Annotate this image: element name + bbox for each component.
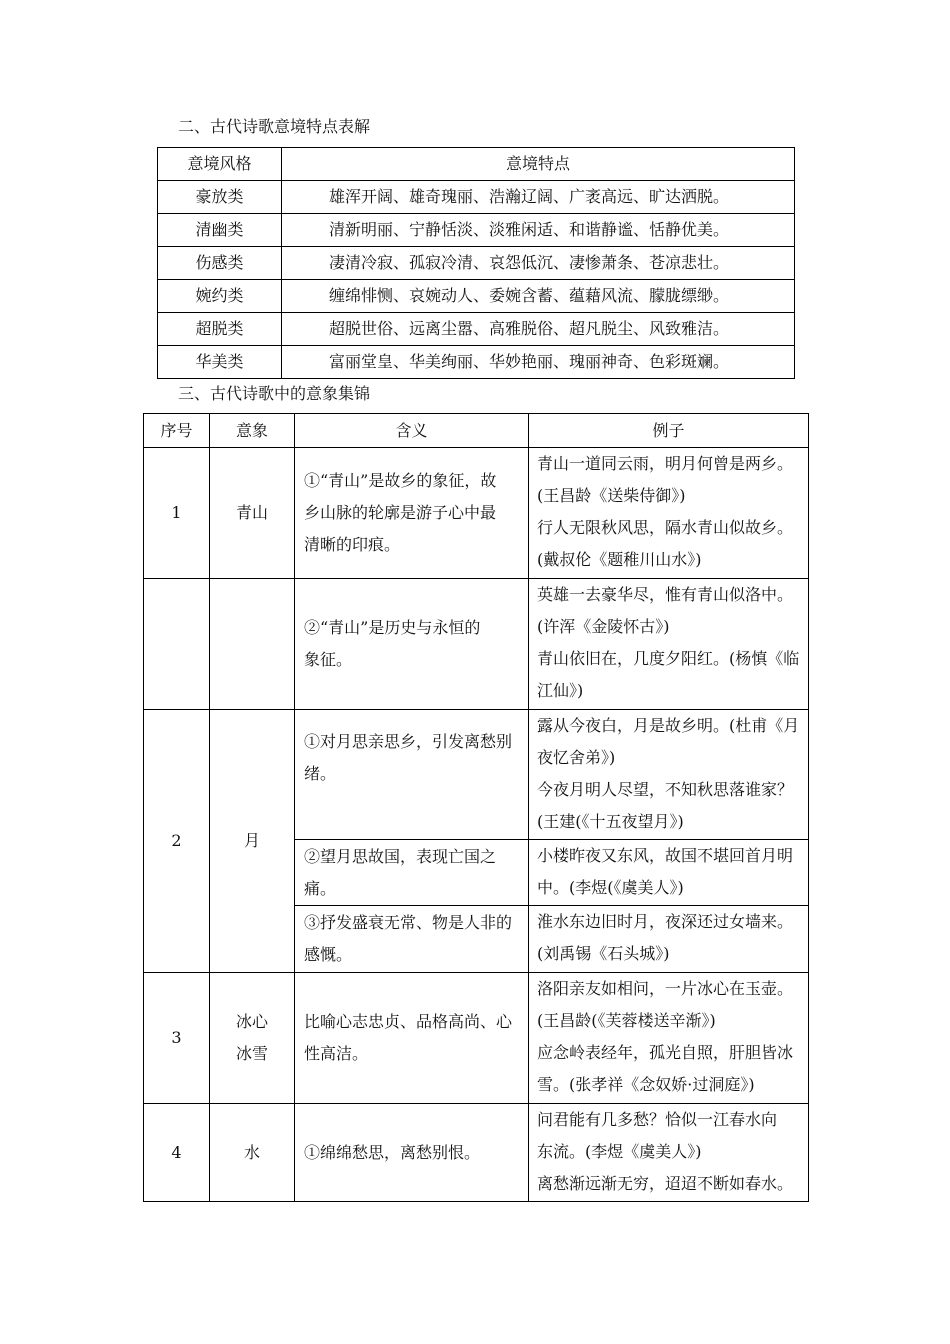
header-style: 意境风格 [158, 148, 282, 181]
header-example: 例子 [529, 414, 809, 448]
meaning-line: 感慨。 [304, 945, 353, 964]
meaning-line: 清晰的印痕。 [304, 535, 401, 554]
example-line: (王昌龄《送柴侍御》) [537, 486, 686, 505]
example-line: 江仙》) [537, 681, 584, 700]
example-line: (王昌龄(《芙蓉楼送辛渐》) [537, 1011, 716, 1030]
image-name: 水 [210, 1104, 295, 1202]
example-line: (王建(《十五夜望月》) [537, 812, 684, 831]
image-name-line: 冰雪 [235, 1044, 268, 1063]
example-cell [529, 840, 809, 906]
row-number: 1 [144, 448, 210, 579]
row-number: 2 [144, 710, 210, 973]
example-cell [529, 973, 809, 1104]
header-num: 序号 [144, 414, 210, 448]
meaning-cell [295, 906, 529, 973]
table-row [158, 313, 795, 346]
header-image: 意象 [210, 414, 295, 448]
image-name [210, 579, 295, 710]
table-row [144, 1104, 809, 1202]
example-line: (戴叔伦《题稚川山水》) [537, 550, 702, 569]
table-row [158, 181, 795, 214]
example-line: 问君能有几多愁？恰似一江春水向 [537, 1110, 778, 1129]
mood-features: 清新明丽、宁静恬淡、淡雅闲适、和谐静谧、恬静优美。 [282, 214, 795, 247]
mood-style: 华美类 [158, 346, 282, 379]
example-line: 离愁渐远渐无穷，迢迢不断如春水。 [537, 1174, 794, 1193]
meaning-cell [295, 579, 529, 710]
table-header-row [144, 414, 809, 448]
example-line: 露从今夜白，月是故乡明。(杜甫《月 [537, 716, 800, 735]
example-line: (刘禹锡《石头城》) [537, 944, 670, 963]
mood-features: 缠绵悱恻、哀婉动人、委婉含蓄、蕴藉风流、朦胧缥缈。 [282, 280, 795, 313]
example-line: 淮水东边旧时月，夜深还过女墙来。 [537, 912, 794, 931]
example-line: 应念岭表经年，孤光自照，肝胆皆冰 [537, 1043, 794, 1062]
meaning-cell [295, 448, 529, 579]
mood-style: 婉约类 [158, 280, 282, 313]
section-heading-imagery: 三、古代诗歌中的意象集锦 [178, 384, 371, 403]
example-line: 中。(李煜(《虞美人》) [537, 878, 684, 897]
meaning-line: ②“青山”是历史与永恒的 [304, 618, 481, 637]
meaning-line: 象征。 [304, 650, 353, 669]
example-line: 今夜月明人尽望，不知秋思落谁家？ [537, 780, 794, 799]
meaning-cell [295, 710, 529, 840]
table-row [144, 579, 809, 710]
meaning-line: ①“青山”是故乡的象征，故 [304, 471, 497, 490]
example-line: 英雄一去豪华尽，惟有青山似洛中。 [537, 585, 794, 604]
table-row [144, 973, 809, 1104]
mood-style: 超脱类 [158, 313, 282, 346]
image-name-line: 冰心 [235, 1012, 268, 1031]
meaning-line: ②望月思故国，表现亡国之 [304, 846, 497, 866]
mood-features: 雄浑开阔、雄奇瑰丽、浩瀚辽阔、广袤高远、旷达洒脱。 [282, 181, 795, 214]
row-number: 4 [144, 1104, 210, 1202]
meaning-line: ①绵绵愁思，离愁别恨。 [304, 1142, 481, 1162]
meaning-line: ③抒发盛衰无常、物是人非的 [304, 913, 513, 932]
header-features: 意境特点 [282, 148, 795, 181]
meaning-line: 乡山脉的轮廓是游子心中最 [304, 503, 497, 522]
image-name: 月 [210, 710, 295, 973]
example-cell [529, 710, 809, 840]
example-line: 青山一道同云雨，明月何曾是两乡。 [537, 454, 794, 473]
example-line: 青山依旧在，几度夕阳红。(杨慎《临 [537, 649, 800, 668]
example-line: (许浑《金陵怀古》) [537, 617, 670, 636]
meaning-cell [295, 1104, 529, 1202]
section-heading-mood: 二、古代诗歌意境特点表解 [178, 117, 371, 136]
example-line: 雪。(张孝祥《念奴娇·过洞庭》) [537, 1075, 755, 1094]
example-cell [529, 1104, 809, 1202]
table-row [158, 247, 795, 280]
table-header-row [158, 148, 795, 181]
mood-style: 豪放类 [158, 181, 282, 214]
imagery-table [143, 413, 809, 1202]
row-number [144, 579, 210, 710]
example-line: 洛阳亲友如相问，一片冰心在玉壶。 [537, 979, 794, 998]
meaning-line: 痛。 [304, 878, 337, 898]
header-meaning: 含义 [295, 414, 529, 448]
meaning-line: 比喻心志忠贞、品格高尚、心 [304, 1012, 513, 1031]
table-row [144, 448, 809, 579]
example-line: 行人无限秋风思，隔水青山似故乡。 [537, 518, 794, 537]
example-line: 小楼昨夜又东风，故国不堪回首月明 [537, 846, 794, 865]
example-cell [529, 579, 809, 710]
meaning-line: 绪。 [304, 764, 337, 783]
table-row [144, 710, 809, 840]
mood-style: 清幽类 [158, 214, 282, 247]
mood-features: 凄清冷寂、孤寂冷清、哀怨低沉、凄惨萧条、苍凉悲壮。 [282, 247, 795, 280]
row-number: 3 [144, 973, 210, 1104]
example-cell [529, 906, 809, 973]
meaning-cell [295, 840, 529, 906]
meaning-line: ①对月思亲思乡，引发离愁别 [304, 732, 513, 751]
example-line: 东流。(李煜《虞美人》) [537, 1142, 702, 1161]
image-name [210, 973, 295, 1104]
image-name: 青山 [210, 448, 295, 579]
meaning-line: 性高洁。 [304, 1044, 369, 1063]
table-row [158, 280, 795, 313]
mood-features: 富丽堂皇、华美绚丽、华妙艳丽、瑰丽神奇、色彩斑斓。 [282, 346, 795, 379]
mood-style: 伤感类 [158, 247, 282, 280]
example-line: 夜忆舍弟》) [537, 748, 616, 767]
mood-table [157, 147, 795, 379]
table-row [158, 214, 795, 247]
meaning-cell [295, 973, 529, 1104]
example-cell [529, 448, 809, 579]
mood-features: 超脱世俗、远离尘嚣、高雅脱俗、超凡脱尘、风致雅洁。 [282, 313, 795, 346]
table-row [158, 346, 795, 379]
